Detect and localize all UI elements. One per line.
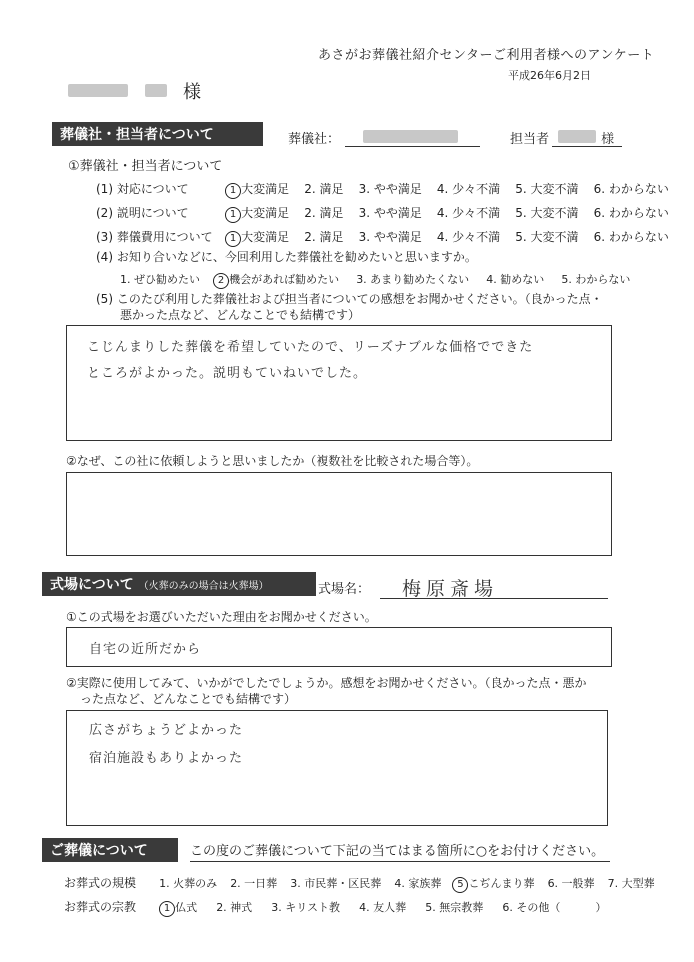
staff-label: 担当者 <box>510 132 550 147</box>
circled-choice: 1 <box>225 231 241 247</box>
q5-answer-line2: ところがよかった。説明もていねいでした。 <box>87 366 368 381</box>
redacted-name <box>68 82 167 101</box>
survey-date: 平成26年6月2日 <box>508 69 591 82</box>
venue-value: 梅原斎場 <box>402 578 499 600</box>
q4-options: 1. ぜひ勧めたい 2 機会があれば勧めたい 3. あまり勧めたくない 4. 勧めない 5. わからない <box>120 268 630 289</box>
venue-label: 式場名： <box>318 582 371 597</box>
section-venue: 式場について （火葬のみの場合は火葬場） <box>42 572 316 596</box>
company-field <box>345 128 480 147</box>
venue-q2-answer-box[interactable] <box>66 710 608 826</box>
company-label: 葬儀社： <box>288 132 341 147</box>
venue-q1-answer: 自宅の近所だから <box>89 642 202 657</box>
circled-choice: 1 <box>159 901 175 917</box>
circled-choice: 1 <box>225 207 241 223</box>
circled-choice: 1 <box>225 183 241 199</box>
q5-answer-box[interactable] <box>66 325 612 441</box>
q5-text-line2: 悪かった点など、どんなことでも結構です） <box>120 308 361 322</box>
q2-answer-box[interactable] <box>66 472 612 556</box>
venue-q2-line2: った点など、どんなことでも結構です） <box>80 692 297 706</box>
venue-q2-answer-line1: 広さがちょうどよかった <box>89 723 244 738</box>
venue-field <box>380 574 608 599</box>
section-funeral: ご葬儀について <box>42 838 178 862</box>
venue-q2-answer-line2: 宿泊施設もありよかった <box>89 751 244 766</box>
venue-q1-answer-box[interactable] <box>66 627 612 667</box>
venue-q2-line1: ②実際に使用してみて、いかがでしたでしょうか。感想をお聞かせください。（良かった点・悪か <box>66 676 587 690</box>
survey-title: あさがお葬儀社紹介センターご利用者様へのアンケート <box>318 48 655 63</box>
staff-field <box>552 128 622 147</box>
name-suffix: 様 <box>183 82 201 103</box>
staff-suffix: 様 <box>601 132 616 147</box>
rating-row-response: (1) 対応について 1 大変満足 2. 満足 3. やや満足 4. 少々不満 5. 大変不満 6. わからない <box>96 178 669 199</box>
rating-row-explanation: (2) 説明について 1 大変満足 2. 満足 3. やや満足 4. 少々不満 5. 大変不満 6. わからない <box>96 202 669 223</box>
q5-text-line1: (5) このたび利用した葬儀社および担当者についての感想をお聞かせください。（良かった点・ <box>96 292 603 306</box>
section-funeral-company: 葬儀社・担当者について <box>52 122 263 146</box>
venue-q1-text: ①この式場をお選びいただいた理由をお聞かせください。 <box>66 610 377 624</box>
q5-answer-line1: こじんまりした葬儀を希望していたので、リーズナブルな価格でできた <box>87 340 534 355</box>
circled-choice: 5 <box>452 877 468 893</box>
funeral-instruction: この度のご葬儀について下記の当てはまる箇所に○をお付けください。 <box>190 840 610 862</box>
q4-text: (4) お知り合いなどに、今回利用した葬儀社を勧めたいと思いますか。 <box>96 250 477 264</box>
circled-choice: 2 <box>213 273 229 289</box>
q2-text: ②なぜ、この社に依頼しようと思いましたか（複数社を比較された場合等）。 <box>66 454 479 468</box>
funeral-scale-row: お葬式の規模 1. 火葬のみ 2. 一日葬 3. 市民葬・区民葬 4. 家族葬 5 こぢんまり葬 6. 一般葬 7. 大型葬 <box>64 872 655 893</box>
rating-row-cost: (3) 葬儀費用について 1 大変満足 2. 満足 3. やや満足 4. 少々不満 5. 大変不満 6. わからない <box>96 226 669 247</box>
funeral-religion-row: お葬式の宗教 1 仏式 2. 神式 3. キリスト教 4. 友人葬 5. 無宗教葬 6. その他（ ） <box>64 896 606 917</box>
q1-title: ①葬儀社・担当者について <box>68 159 223 174</box>
